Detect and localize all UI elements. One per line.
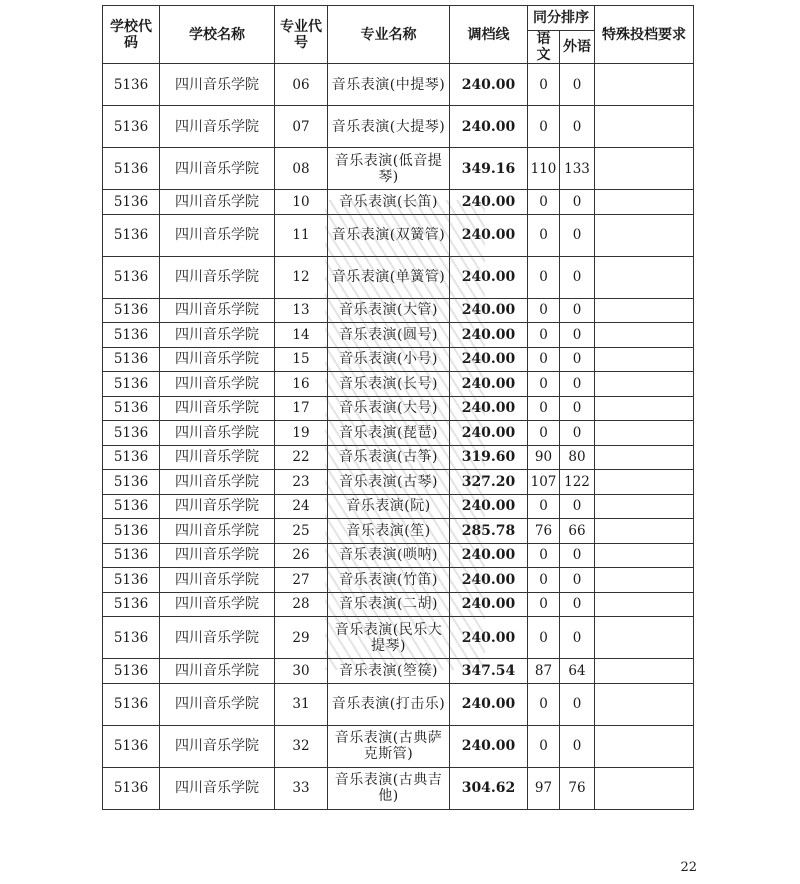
- foreign-rank-cell: 0: [560, 543, 595, 568]
- major-code-cell: 13: [275, 298, 328, 323]
- special-requirement-cell: [595, 659, 694, 684]
- school-name-cell: 四川音乐学院: [160, 148, 275, 190]
- chinese-rank-cell: 0: [528, 106, 560, 148]
- table-row: [103, 543, 694, 568]
- header-school-code: 学校代码: [103, 6, 160, 64]
- major-code-cell: 12: [275, 256, 328, 298]
- school-code-cell: 5136: [103, 725, 160, 767]
- special-requirement-cell: [595, 256, 694, 298]
- major-name-cell: 音乐表演(双簧管): [328, 214, 450, 256]
- foreign-rank-cell: 66: [560, 519, 595, 544]
- school-name-cell: 四川音乐学院: [160, 725, 275, 767]
- cutoff-score-cell: 319.60: [450, 445, 528, 470]
- school-name-cell: 四川音乐学院: [160, 347, 275, 372]
- cutoff-score-cell: 327.20: [450, 470, 528, 495]
- chinese-rank-cell: 0: [528, 256, 560, 298]
- school-name-cell: 四川音乐学院: [160, 683, 275, 725]
- foreign-rank-cell: 0: [560, 214, 595, 256]
- school-code-cell: 5136: [103, 421, 160, 446]
- foreign-rank-cell: 122: [560, 470, 595, 495]
- foreign-rank-cell: 133: [560, 148, 595, 190]
- foreign-rank-cell: 0: [560, 64, 595, 106]
- cutoff-score-cell: 240.00: [450, 298, 528, 323]
- table-body: [103, 64, 694, 810]
- table-row: [103, 148, 694, 190]
- school-code-cell: 5136: [103, 396, 160, 421]
- cutoff-score-cell: 240.00: [450, 214, 528, 256]
- table-row: [103, 445, 694, 470]
- major-code-cell: 06: [275, 64, 328, 106]
- major-code-cell: 26: [275, 543, 328, 568]
- cutoff-score-cell: 285.78: [450, 519, 528, 544]
- table-row: [103, 494, 694, 519]
- school-code-cell: 5136: [103, 190, 160, 215]
- chinese-rank-cell: 0: [528, 190, 560, 215]
- major-code-cell: 22: [275, 445, 328, 470]
- special-requirement-cell: [595, 396, 694, 421]
- major-name-cell: 音乐表演(箜篌): [328, 659, 450, 684]
- chinese-rank-cell: 0: [528, 683, 560, 725]
- school-code-cell: 5136: [103, 148, 160, 190]
- school-code-cell: 5136: [103, 445, 160, 470]
- foreign-rank-cell: 0: [560, 190, 595, 215]
- foreign-rank-cell: 0: [560, 106, 595, 148]
- cutoff-score-cell: 240.00: [450, 106, 528, 148]
- chinese-rank-cell: 0: [528, 568, 560, 593]
- school-name-cell: 四川音乐学院: [160, 592, 275, 617]
- table-row: [103, 323, 694, 348]
- cutoff-score-cell: 240.00: [450, 568, 528, 593]
- cutoff-score-cell: 240.00: [450, 683, 528, 725]
- table-row: [103, 372, 694, 397]
- school-name-cell: 四川音乐学院: [160, 256, 275, 298]
- school-name-cell: 四川音乐学院: [160, 323, 275, 348]
- special-requirement-cell: [595, 347, 694, 372]
- school-code-cell: 5136: [103, 568, 160, 593]
- header-cutoff: 调档线: [450, 6, 528, 64]
- school-code-cell: 5136: [103, 494, 160, 519]
- school-code-cell: 5136: [103, 298, 160, 323]
- major-name-cell: 音乐表演(民乐大提琴): [328, 617, 450, 659]
- chinese-rank-cell: 87: [528, 659, 560, 684]
- major-code-cell: 11: [275, 214, 328, 256]
- special-requirement-cell: [595, 494, 694, 519]
- special-requirement-cell: [595, 323, 694, 348]
- cutoff-score-cell: 240.00: [450, 494, 528, 519]
- special-requirement-cell: [595, 421, 694, 446]
- cutoff-score-cell: 240.00: [450, 592, 528, 617]
- school-name-cell: 四川音乐学院: [160, 659, 275, 684]
- major-code-cell: 07: [275, 106, 328, 148]
- major-code-cell: 24: [275, 494, 328, 519]
- school-code-cell: 5136: [103, 372, 160, 397]
- school-name-cell: 四川音乐学院: [160, 421, 275, 446]
- major-code-cell: 29: [275, 617, 328, 659]
- chinese-rank-cell: 0: [528, 214, 560, 256]
- major-code-cell: 33: [275, 767, 328, 809]
- header-school-name: 学校名称: [160, 6, 275, 64]
- table-row: [103, 767, 694, 809]
- major-name-cell: 音乐表演(长笛): [328, 190, 450, 215]
- foreign-rank-cell: 0: [560, 347, 595, 372]
- table-row: [103, 519, 694, 544]
- special-requirement-cell: [595, 445, 694, 470]
- chinese-rank-cell: 0: [528, 421, 560, 446]
- cutoff-score-cell: 240.00: [450, 256, 528, 298]
- cutoff-score-cell: 240.00: [450, 372, 528, 397]
- table-row: [103, 396, 694, 421]
- school-code-cell: 5136: [103, 659, 160, 684]
- cutoff-score-cell: 347.54: [450, 659, 528, 684]
- cutoff-score-cell: 240.00: [450, 725, 528, 767]
- foreign-rank-cell: 0: [560, 617, 595, 659]
- major-name-cell: 音乐表演(二胡): [328, 592, 450, 617]
- foreign-rank-cell: 0: [560, 725, 595, 767]
- chinese-rank-cell: 0: [528, 592, 560, 617]
- special-requirement-cell: [595, 64, 694, 106]
- foreign-rank-cell: 0: [560, 396, 595, 421]
- foreign-rank-cell: 0: [560, 421, 595, 446]
- table-row: [103, 64, 694, 106]
- school-code-cell: 5136: [103, 683, 160, 725]
- chinese-rank-cell: 0: [528, 725, 560, 767]
- school-name-cell: 四川音乐学院: [160, 190, 275, 215]
- header-major-code: 专业代号: [275, 6, 328, 64]
- chinese-rank-cell: 0: [528, 64, 560, 106]
- school-name-cell: 四川音乐学院: [160, 214, 275, 256]
- special-requirement-cell: [595, 617, 694, 659]
- chinese-rank-cell: 76: [528, 519, 560, 544]
- major-name-cell: 音乐表演(阮): [328, 494, 450, 519]
- table-header: [103, 6, 694, 64]
- school-code-cell: 5136: [103, 323, 160, 348]
- cutoff-score-cell: 240.00: [450, 396, 528, 421]
- major-code-cell: 19: [275, 421, 328, 446]
- major-name-cell: 音乐表演(低音提琴): [328, 148, 450, 190]
- major-code-cell: 27: [275, 568, 328, 593]
- special-requirement-cell: [595, 519, 694, 544]
- admission-table: [102, 5, 694, 810]
- major-code-cell: 15: [275, 347, 328, 372]
- chinese-rank-cell: 107: [528, 470, 560, 495]
- foreign-rank-cell: 0: [560, 323, 595, 348]
- major-name-cell: 音乐表演(古筝): [328, 445, 450, 470]
- school-code-cell: 5136: [103, 592, 160, 617]
- chinese-rank-cell: 97: [528, 767, 560, 809]
- school-name-cell: 四川音乐学院: [160, 568, 275, 593]
- table-row: [103, 659, 694, 684]
- header-chinese: 语文: [528, 31, 560, 64]
- major-code-cell: 08: [275, 148, 328, 190]
- chinese-rank-cell: 110: [528, 148, 560, 190]
- page-number: 22: [680, 860, 697, 875]
- school-name-cell: 四川音乐学院: [160, 106, 275, 148]
- foreign-rank-cell: 80: [560, 445, 595, 470]
- table-row: [103, 470, 694, 495]
- cutoff-score-cell: 240.00: [450, 190, 528, 215]
- major-name-cell: 音乐表演(打击乐): [328, 683, 450, 725]
- cutoff-score-cell: 240.00: [450, 64, 528, 106]
- table-row: [103, 617, 694, 659]
- chinese-rank-cell: 90: [528, 445, 560, 470]
- special-requirement-cell: [595, 543, 694, 568]
- foreign-rank-cell: 0: [560, 256, 595, 298]
- table-row: [103, 214, 694, 256]
- special-requirement-cell: [595, 470, 694, 495]
- major-name-cell: 音乐表演(大管): [328, 298, 450, 323]
- special-requirement-cell: [595, 568, 694, 593]
- header-major-name: 专业名称: [328, 6, 450, 64]
- major-code-cell: 16: [275, 372, 328, 397]
- header-tie-rank: 同分排序: [528, 6, 595, 31]
- school-code-cell: 5136: [103, 256, 160, 298]
- table-row: [103, 106, 694, 148]
- table-row: [103, 190, 694, 215]
- major-name-cell: 音乐表演(笙): [328, 519, 450, 544]
- foreign-rank-cell: 76: [560, 767, 595, 809]
- school-name-cell: 四川音乐学院: [160, 519, 275, 544]
- school-code-cell: 5136: [103, 470, 160, 495]
- major-name-cell: 音乐表演(单簧管): [328, 256, 450, 298]
- table-row: [103, 592, 694, 617]
- major-code-cell: 17: [275, 396, 328, 421]
- school-name-cell: 四川音乐学院: [160, 396, 275, 421]
- special-requirement-cell: [595, 214, 694, 256]
- major-name-cell: 音乐表演(琵琶): [328, 421, 450, 446]
- foreign-rank-cell: 0: [560, 568, 595, 593]
- cutoff-score-cell: 240.00: [450, 421, 528, 446]
- foreign-rank-cell: 0: [560, 592, 595, 617]
- school-code-cell: 5136: [103, 767, 160, 809]
- school-name-cell: 四川音乐学院: [160, 470, 275, 495]
- major-code-cell: 23: [275, 470, 328, 495]
- major-name-cell: 音乐表演(小号): [328, 347, 450, 372]
- cutoff-score-cell: 304.62: [450, 767, 528, 809]
- special-requirement-cell: [595, 592, 694, 617]
- school-name-cell: 四川音乐学院: [160, 494, 275, 519]
- school-name-cell: 四川音乐学院: [160, 445, 275, 470]
- school-name-cell: 四川音乐学院: [160, 64, 275, 106]
- school-code-cell: 5136: [103, 106, 160, 148]
- chinese-rank-cell: 0: [528, 323, 560, 348]
- major-code-cell: 31: [275, 683, 328, 725]
- school-code-cell: 5136: [103, 347, 160, 372]
- major-name-cell: 音乐表演(长号): [328, 372, 450, 397]
- table-row: [103, 298, 694, 323]
- special-requirement-cell: [595, 372, 694, 397]
- chinese-rank-cell: 0: [528, 543, 560, 568]
- major-code-cell: 10: [275, 190, 328, 215]
- table-row: [103, 347, 694, 372]
- header-special: 特殊投档要求: [595, 6, 694, 64]
- special-requirement-cell: [595, 106, 694, 148]
- header-foreign: 外语: [560, 31, 595, 64]
- special-requirement-cell: [595, 683, 694, 725]
- table-row: [103, 683, 694, 725]
- major-name-cell: 音乐表演(圆号): [328, 323, 450, 348]
- school-name-cell: 四川音乐学院: [160, 372, 275, 397]
- major-name-cell: 音乐表演(古典吉他): [328, 767, 450, 809]
- major-code-cell: 14: [275, 323, 328, 348]
- special-requirement-cell: [595, 725, 694, 767]
- major-code-cell: 32: [275, 725, 328, 767]
- table-row: [103, 568, 694, 593]
- cutoff-score-cell: 240.00: [450, 543, 528, 568]
- chinese-rank-cell: 0: [528, 372, 560, 397]
- school-code-cell: 5136: [103, 64, 160, 106]
- major-name-cell: 音乐表演(古琴): [328, 470, 450, 495]
- cutoff-score-cell: 240.00: [450, 323, 528, 348]
- major-name-cell: 音乐表演(大提琴): [328, 106, 450, 148]
- major-name-cell: 音乐表演(唢呐): [328, 543, 450, 568]
- foreign-rank-cell: 64: [560, 659, 595, 684]
- school-code-cell: 5136: [103, 519, 160, 544]
- major-code-cell: 28: [275, 592, 328, 617]
- school-code-cell: 5136: [103, 543, 160, 568]
- special-requirement-cell: [595, 767, 694, 809]
- foreign-rank-cell: 0: [560, 372, 595, 397]
- chinese-rank-cell: 0: [528, 617, 560, 659]
- cutoff-score-cell: 240.00: [450, 347, 528, 372]
- chinese-rank-cell: 0: [528, 494, 560, 519]
- school-name-cell: 四川音乐学院: [160, 617, 275, 659]
- chinese-rank-cell: 0: [528, 396, 560, 421]
- cutoff-score-cell: 240.00: [450, 617, 528, 659]
- major-name-cell: 音乐表演(竹笛): [328, 568, 450, 593]
- table-row: [103, 725, 694, 767]
- major-name-cell: 音乐表演(古典萨克斯管): [328, 725, 450, 767]
- foreign-rank-cell: 0: [560, 494, 595, 519]
- foreign-rank-cell: 0: [560, 298, 595, 323]
- school-code-cell: 5136: [103, 617, 160, 659]
- major-name-cell: 音乐表演(大号): [328, 396, 450, 421]
- table-row: [103, 421, 694, 446]
- school-name-cell: 四川音乐学院: [160, 298, 275, 323]
- special-requirement-cell: [595, 148, 694, 190]
- school-name-cell: 四川音乐学院: [160, 767, 275, 809]
- major-code-cell: 25: [275, 519, 328, 544]
- major-name-cell: 音乐表演(中提琴): [328, 64, 450, 106]
- major-code-cell: 30: [275, 659, 328, 684]
- foreign-rank-cell: 0: [560, 683, 595, 725]
- school-name-cell: 四川音乐学院: [160, 543, 275, 568]
- chinese-rank-cell: 0: [528, 298, 560, 323]
- special-requirement-cell: [595, 298, 694, 323]
- cutoff-score-cell: 349.16: [450, 148, 528, 190]
- school-code-cell: 5136: [103, 214, 160, 256]
- chinese-rank-cell: 0: [528, 347, 560, 372]
- table-row: [103, 256, 694, 298]
- special-requirement-cell: [595, 190, 694, 215]
